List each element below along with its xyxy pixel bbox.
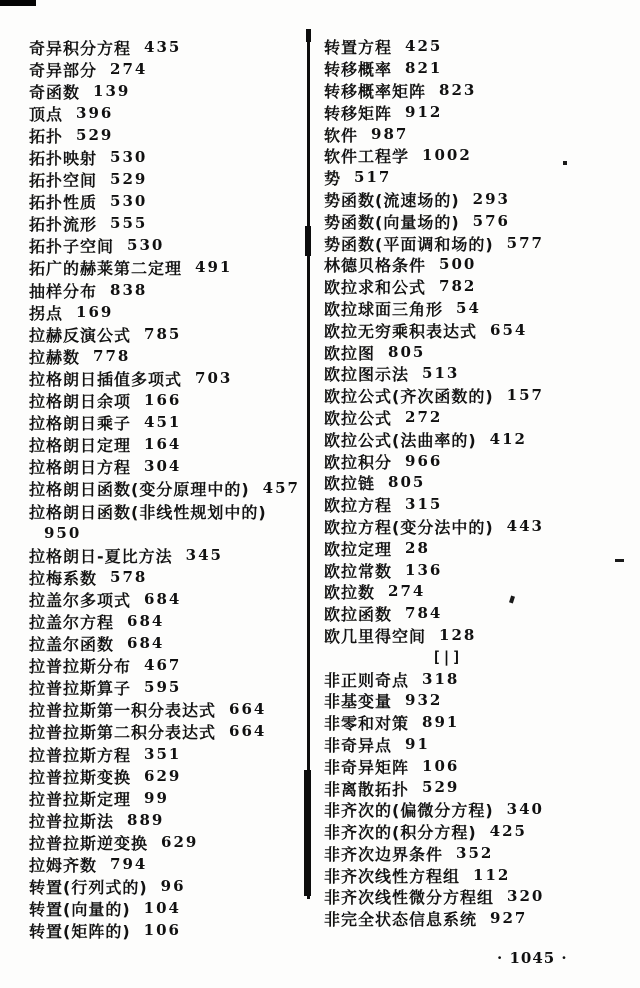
entry-term: 非齐次边界条件 [324,844,444,864]
index-column-left [29,36,307,942]
index-entry-line [29,898,307,920]
entry-term: 欧拉公式(齐次函数的) [324,387,494,407]
entry-term: 拉格朗日余项 [29,392,132,412]
entry-term: 欧拉图示法 [324,365,410,385]
entry-term: 奇异积分方程 [29,38,132,58]
entry-term: 拓扑流形 [29,215,98,235]
entry-term: 拉普拉斯定理 [29,789,132,809]
index-entry-line [324,799,628,821]
index-entry-line [29,279,307,301]
divider-ink-blob-top [306,29,311,42]
entry-page-number: 274 [388,582,426,601]
entry-term: 非零和对策 [324,714,410,734]
index-entry-line [29,169,307,191]
index-entry-line [29,102,307,124]
entry-term: 欧拉积分 [324,452,393,472]
index-entry-line [29,257,307,279]
entry-page-number: 684 [144,589,182,608]
index-entry-line [324,472,628,494]
index-entry-line [324,254,628,276]
index-entry-line [29,721,307,743]
entry-term: 奇函数 [29,82,81,102]
entry-page-number: 684 [127,611,165,630]
entry-page-number: 54 [456,298,481,317]
entry-page-number: 664 [229,722,267,741]
entry-term: 非齐次的(偏微分方程) [324,801,494,821]
index-entry-line [29,456,307,478]
entry-term: 拉格朗日方程 [29,458,132,478]
index-entry-line [324,908,628,930]
entry-page-number: 513 [422,364,460,383]
entry-term: 欧几里得空间 [324,626,427,646]
column-divider-rule [307,29,310,899]
index-entry-line [29,80,307,102]
entry-page-number: 529 [110,170,148,189]
index-entry-line [29,610,307,632]
entry-term: 拉普拉斯方程 [29,745,132,765]
entry-page-number: 912 [405,102,443,121]
entry-term: 拓扑性质 [29,193,98,213]
entry-page-number: 304 [144,457,182,476]
entry-term: 拉盖尔多项式 [29,590,132,610]
index-entry-line [29,588,307,610]
index-entry-line [29,809,307,831]
entry-page-number: 128 [439,625,477,644]
index-entry-line [324,734,628,756]
index-entry-line [29,544,307,566]
page-number-footer: · 1045 · [497,949,568,967]
index-entry-line [29,566,307,588]
entry-page-number: 425 [489,822,527,841]
entry-page-number: 555 [110,214,148,233]
entry-page-number: 530 [110,148,148,167]
entry-page-number: 166 [144,391,182,410]
index-entry-line [324,36,628,58]
entry-page-number: 293 [472,189,510,208]
entry-page-number: 654 [490,320,528,339]
entry-term: 拓扑子空间 [29,237,115,257]
entry-page-number: 169 [76,302,114,321]
entry-page-number: 805 [388,342,426,361]
index-entry-line [324,319,628,341]
index-entry-line [324,690,628,712]
entry-term: 拉格朗日函数(非线性规划中的) [29,502,267,522]
index-entry-line [29,677,307,699]
entry-term: 转置(行列式的) [29,878,148,898]
index-entry-line [324,777,628,799]
scan-speck-dot [563,161,567,165]
entry-page-number: 805 [388,473,426,492]
index-entry-line [29,500,307,522]
index-entry-line [324,101,628,123]
index-entry-line [324,276,628,298]
index-entry-line [324,712,628,734]
entry-term: 欧拉公式(法曲率的) [324,430,477,450]
entry-page-number: 889 [127,810,165,829]
entry-term: 转置(向量的) [29,900,131,920]
entry-term: 非奇异点 [324,735,393,755]
entry-page-number: 139 [93,81,131,100]
index-entry-line [324,167,628,189]
index-entry-line [29,434,307,456]
index-entry-line [29,367,307,389]
entry-page-number: 500 [439,255,477,274]
entry-term: 拉普拉斯第二积分表达式 [29,723,217,743]
entry-term: 欧拉无穷乘积表达式 [324,321,478,341]
entry-term: 非完全状态信息系统 [324,910,478,930]
entry-page-number: 352 [456,843,494,862]
index-entry-line [29,787,307,809]
entry-page-number: 530 [127,236,165,255]
entry-term: 欧拉数 [324,583,376,603]
entry-term: 拐点 [29,303,64,323]
index-entry-line [29,831,307,853]
index-entry-line [324,123,628,145]
entry-page-number: 104 [143,899,181,918]
entry-term: 转移矩阵 [324,103,393,123]
index-entry-line [29,345,307,367]
index-entry-line [324,603,628,625]
entry-term: 转置方程 [324,38,393,58]
index-entry-line [324,145,628,167]
entry-term: 抽样分布 [29,281,98,301]
index-entry-line [29,235,307,257]
index-entry-line [324,625,628,647]
entry-term: 非奇异矩阵 [324,757,410,777]
index-entry-line [324,450,628,472]
entry-term: 拉格朗日-夏比方法 [29,546,173,566]
entry-page-number: 517 [354,168,392,187]
entry-term: 拉格朗日插值多项式 [29,369,183,389]
index-entry-line [29,655,307,677]
index-entry-line [324,341,628,363]
entry-page-number: 782 [439,277,477,296]
entry-page-number: 396 [76,103,114,122]
entry-page-number: 784 [405,604,443,623]
entry-page-number: 785 [144,324,182,343]
entry-page-number: 443 [506,516,544,535]
entry-page-number: 491 [195,258,233,277]
entry-term: 转移概率矩阵 [324,82,427,101]
entry-page-number: 529 [76,125,114,144]
index-entry-line [324,559,628,581]
entry-term: 拉梅系数 [29,568,98,588]
entry-page-number: 1002 [422,146,472,165]
entry-term: 势函数(向量场的) [324,212,460,232]
entry-page-number: 164 [144,435,182,454]
index-entry-line [324,842,628,864]
entry-page-number: 274 [110,59,148,78]
entry-term: 奇异部分 [29,60,98,80]
entry-page-number: 578 [110,567,148,586]
entry-page-number: 932 [405,691,443,710]
entry-page-number: 576 [472,211,510,230]
entry-term: 拉普拉斯法 [29,811,115,831]
index-entry-line [29,699,307,721]
index-entry-line [29,124,307,146]
index-entry-line [29,853,307,875]
entry-page-number: 136 [405,560,443,579]
entry-page-number: 412 [489,429,527,448]
entry-page-number: 99 [144,788,169,807]
entry-page-number: 529 [422,778,460,797]
index-entry-line [29,920,307,942]
entry-term: 欧拉求和公式 [324,278,427,298]
entry-page-number: 629 [144,766,182,785]
entry-term: 非齐次的(积分方程) [324,823,477,843]
entry-term: 欧拉链 [324,474,376,494]
index-entry-line [324,821,628,843]
index-entry-line [29,743,307,765]
entry-term: 拓扑空间 [29,171,98,191]
entry-page-number: 351 [144,744,182,763]
entry-term: 拉普拉斯逆变换 [29,833,149,853]
entry-page-number: 684 [127,634,165,653]
entry-term: 软件 [324,125,359,145]
entry-page-number: 966 [405,451,443,470]
entry-term: 拉赫反演公式 [29,325,132,345]
entry-term: 林德贝格条件 [324,256,427,276]
entry-term: 欧拉常数 [324,561,393,581]
entry-term: 欧拉定理 [324,539,393,559]
entry-page-number: 91 [405,734,430,753]
entry-page-number: 28 [405,538,430,557]
index-entry-line [324,407,628,429]
entry-page-number: 96 [160,877,186,896]
index-entry-line [29,390,307,412]
index-entry-line [324,232,628,254]
section-marker-line [324,646,628,668]
index-entry-line [324,516,628,538]
entry-page-number: 927 [490,909,528,928]
entry-term: 拉普拉斯分布 [29,657,132,677]
index-entry-line [29,191,307,213]
entry-page-number: 457 [262,479,300,498]
entry-page-number: 106 [422,756,460,775]
entry-page-number: 823 [439,80,477,99]
index-entry-line [324,755,628,777]
entry-page-number: 950 [44,523,82,542]
entry-term: 欧拉球面三角形 [324,299,444,319]
index-entry-line [324,210,628,232]
entry-page-number: 157 [506,386,544,405]
index-entry-line [324,363,628,385]
entry-page-number: 891 [422,713,460,732]
entry-page-number: 467 [144,656,182,675]
entry-term: 非离散拓扑 [324,779,410,799]
entry-term: 转移概率 [324,60,393,80]
index-entry-line [324,537,628,559]
index-entry-line [324,428,628,450]
index-entry-line [29,876,307,898]
index-entry-line [324,494,628,516]
entry-page-number: 629 [161,832,199,851]
entry-page-number: 794 [110,855,148,874]
index-entry-line [324,80,628,102]
entry-term: 欧拉公式 [324,408,393,428]
index-entry-line [29,213,307,235]
entry-term: 拉普拉斯算子 [29,679,132,699]
entry-page-number: 318 [422,669,460,688]
entry-term: 欧拉方程 [324,496,393,516]
entry-term: 软件工程学 [324,147,410,167]
entry-page-number: 821 [405,59,443,78]
entry-page-number: 320 [507,887,545,906]
entry-page-number: 451 [144,413,182,432]
index-entry-line [324,189,628,211]
entry-term: 拉格朗日定理 [29,436,132,456]
entry-page-number: 664 [229,700,267,719]
entry-term: 拉普拉斯变换 [29,767,132,787]
index-entry-line [324,864,628,886]
entry-term: 势函数(平面调和场的) [324,234,494,254]
entry-page-number: 595 [144,678,182,697]
entry-term: 拉格朗日函数(变分原理中的) [29,480,250,500]
entry-page-number: 345 [185,545,223,564]
entry-page-number: 315 [405,495,443,514]
entry-term: 非基变量 [324,692,393,712]
entry-term: 拉普拉斯第一积分表达式 [29,701,217,721]
entry-page-number: 530 [110,192,148,211]
entry-term: 拉盖尔方程 [29,612,115,632]
index-entry-line [324,886,628,908]
entry-term: 拉赫数 [29,347,81,367]
stroke-section-marker: [|] [432,648,463,667]
index-column-right [324,36,628,930]
entry-term: 拓扑 [29,126,64,146]
entry-page-number: 838 [110,280,148,299]
index-entry-line [29,323,307,345]
index-entry-line [29,301,307,323]
entry-term: 势函数(流速场的) [324,190,460,210]
entry-page-number: 340 [506,800,544,819]
entry-term: 拓扑映射 [29,149,98,169]
index-entry-line [29,633,307,655]
entry-term: 势 [324,169,342,189]
entry-page-number: 435 [144,37,182,56]
index-entry-line [29,765,307,787]
entry-term: 拉姆齐数 [29,856,98,876]
entry-page-number: 425 [405,37,443,56]
entry-term: 非齐次线性方程组 [324,866,461,886]
entry-term: 拉格朗日乘子 [29,414,132,434]
entry-page-number: 577 [506,233,544,252]
entry-page-number: 778 [93,346,131,365]
entry-term: 拉盖尔函数 [29,635,115,655]
index-entry-line [29,478,307,500]
index-entry-line [324,668,628,690]
divider-ink-blob-bottom [304,770,311,896]
index-entry-line [324,58,628,80]
index-entry-line [29,146,307,168]
entry-page-number: 272 [405,407,443,426]
entry-term: 转置(矩阵的) [29,922,131,942]
entry-term: 拓广的赫莱第二定理 [29,259,183,279]
entry-page-number: 112 [473,865,511,884]
divider-ink-blob-middle [305,226,311,256]
scan-speck-dash [615,559,624,562]
entry-page-number: 987 [371,124,409,143]
entry-term: 非齐次线性微分方程组 [324,888,495,908]
index-entry-line [324,385,628,407]
index-entry-line [29,58,307,80]
entry-page-number: 106 [143,921,181,940]
entry-term: 欧拉函数 [324,605,393,625]
index-entry-line [29,412,307,434]
entry-term: 欧拉图 [324,343,376,363]
entry-term: 欧拉方程(变分法中的) [324,517,494,537]
index-entry-line [29,36,307,58]
scan-artifact-top-left [0,0,36,6]
entry-term: 顶点 [29,104,64,124]
index-entry-line [29,522,307,544]
entry-page-number: 703 [195,368,233,387]
index-entry-line [324,581,628,603]
index-entry-line [324,298,628,320]
entry-term: 非正则奇点 [324,670,410,690]
